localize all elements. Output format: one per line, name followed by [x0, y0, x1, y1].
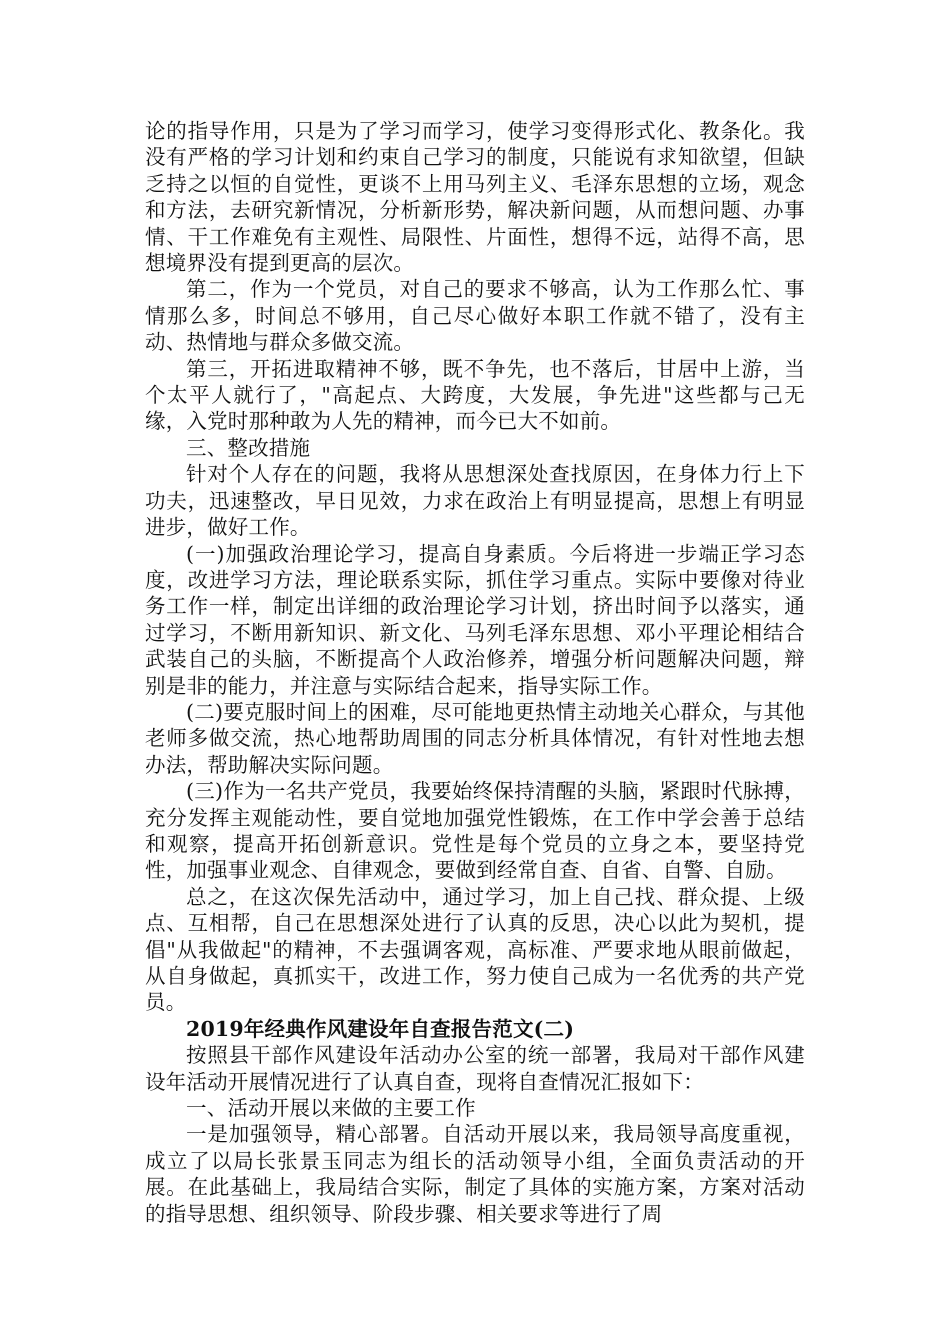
paragraph-second-point: 第二，作为一个党员，对自己的要求不够高，认为工作那么忙、事情那么多，时间总不够用，自己尽心做好本职工作就不错了，没有主动、热情地与群众多做交流。: [145, 277, 805, 355]
paragraph-study-problems: 论的指导作用，只是为了学习而学习，使学习变得形式化、教条化。我没有严格的学习计划和约束自己学习的制度，只能说有求知欲望，但缺乏持之以恒的自觉性，更谈不上用马列主义、毛泽东思想的立场，观念和方法，去研究新情况，分析新形势，解决新问题，从而想问题、办事情、干工作难免有主观性、局限性、片面性，想得不远，站得不高，思想境界没有提到更高的层次。: [145, 119, 805, 276]
paragraph-leadership: 一是加强领导，精心部署。自活动开展以来，我局领导高度重视，成立了以局长张景玉同志为组长的活动领导小组，全面负责活动的开展。在此基础上，我局结合实际，制定了具体的实施方案，方案对活动的指导思想、组织领导、阶段步骤、相关要求等进行了周: [145, 1122, 805, 1226]
section-heading-rectification: 三、整改措施: [186, 435, 311, 460]
paragraph-measure-one: (一)加强政治理论学习，提高自身素质。今后将进一步端正学习态度，改进学习方法，理论联系实际，抓住学习重点。实际中要像对待业务工作一样，制定出详细的政治理论学习计划，挤出时间予以落实，通过学习，不断用新知识、新文化、马列毛泽东思想、邓小平理论相结合武装自己的头脑，不断提高个人政治修养，增强分析问题解决问题，辩别是非的能力，并注意与实际结合起来，指导实际工作。: [145, 541, 805, 698]
paragraph-report-intro: 按照县干部作风建设年活动办公室的统一部署，我局对干部作风建设年活动开展情况进行了认真自查，现将自查情况汇报如下：: [145, 1043, 805, 1094]
paragraph-measure-two: (二)要克服时间上的困难，尽可能地更热情主动地关心群众，与其他老师多做交流，热心地帮助周围的同志分析具体情况，有针对性地去想办法，帮助解决实际问题。: [145, 699, 805, 777]
paragraph-conclusion: 总之，在这次保先活动中，通过学习，加上自己找、群众提、上级点、互相帮，自己在思想深处进行了认真的反思，决心以此为契机，提倡"从我做起"的精神，不去强调客观，高标准、严要求地从眼前做起，从自身做起，真抓实干，改进工作，努力使自己成为一名优秀的共产党员。: [145, 884, 805, 1015]
section-heading-main-work: 一、活动开展以来做的主要工作: [186, 1096, 476, 1121]
paragraph-measure-three: (三)作为一名共产党员，我要始终保持清醒的头脑，紧跟时代脉搏，充分发挥主观能动性，要自觉地加强党性锻炼，在工作中学会善于总结和观察，提高开拓创新意识。党性是每个党员的立身之本，要坚持党性，加强事业观念、自律观念，要做到经常自查、自省、自警、自励。: [145, 779, 805, 883]
paragraph-third-point: 第三，开拓进取精神不够，既不争先，也不落后，甘居中上游，当个太平人就行了，"高起点、大跨度，大发展，争先进"这些都与己无缘，入党时那种敢为人先的精神，而今已大不如前。: [145, 356, 805, 434]
document-body: [145, 118, 805, 1227]
paragraph-rectification-intro: 针对个人存在的问题，我将从思想深处查找原因，在身体力行上下功夫，迅速整改，早日见效，力求在政治上有明显提高，思想上有明显进步，做好工作。: [145, 462, 805, 540]
document-subtitle: 2019年经典作风建设年自查报告范文(二): [186, 1016, 575, 1041]
